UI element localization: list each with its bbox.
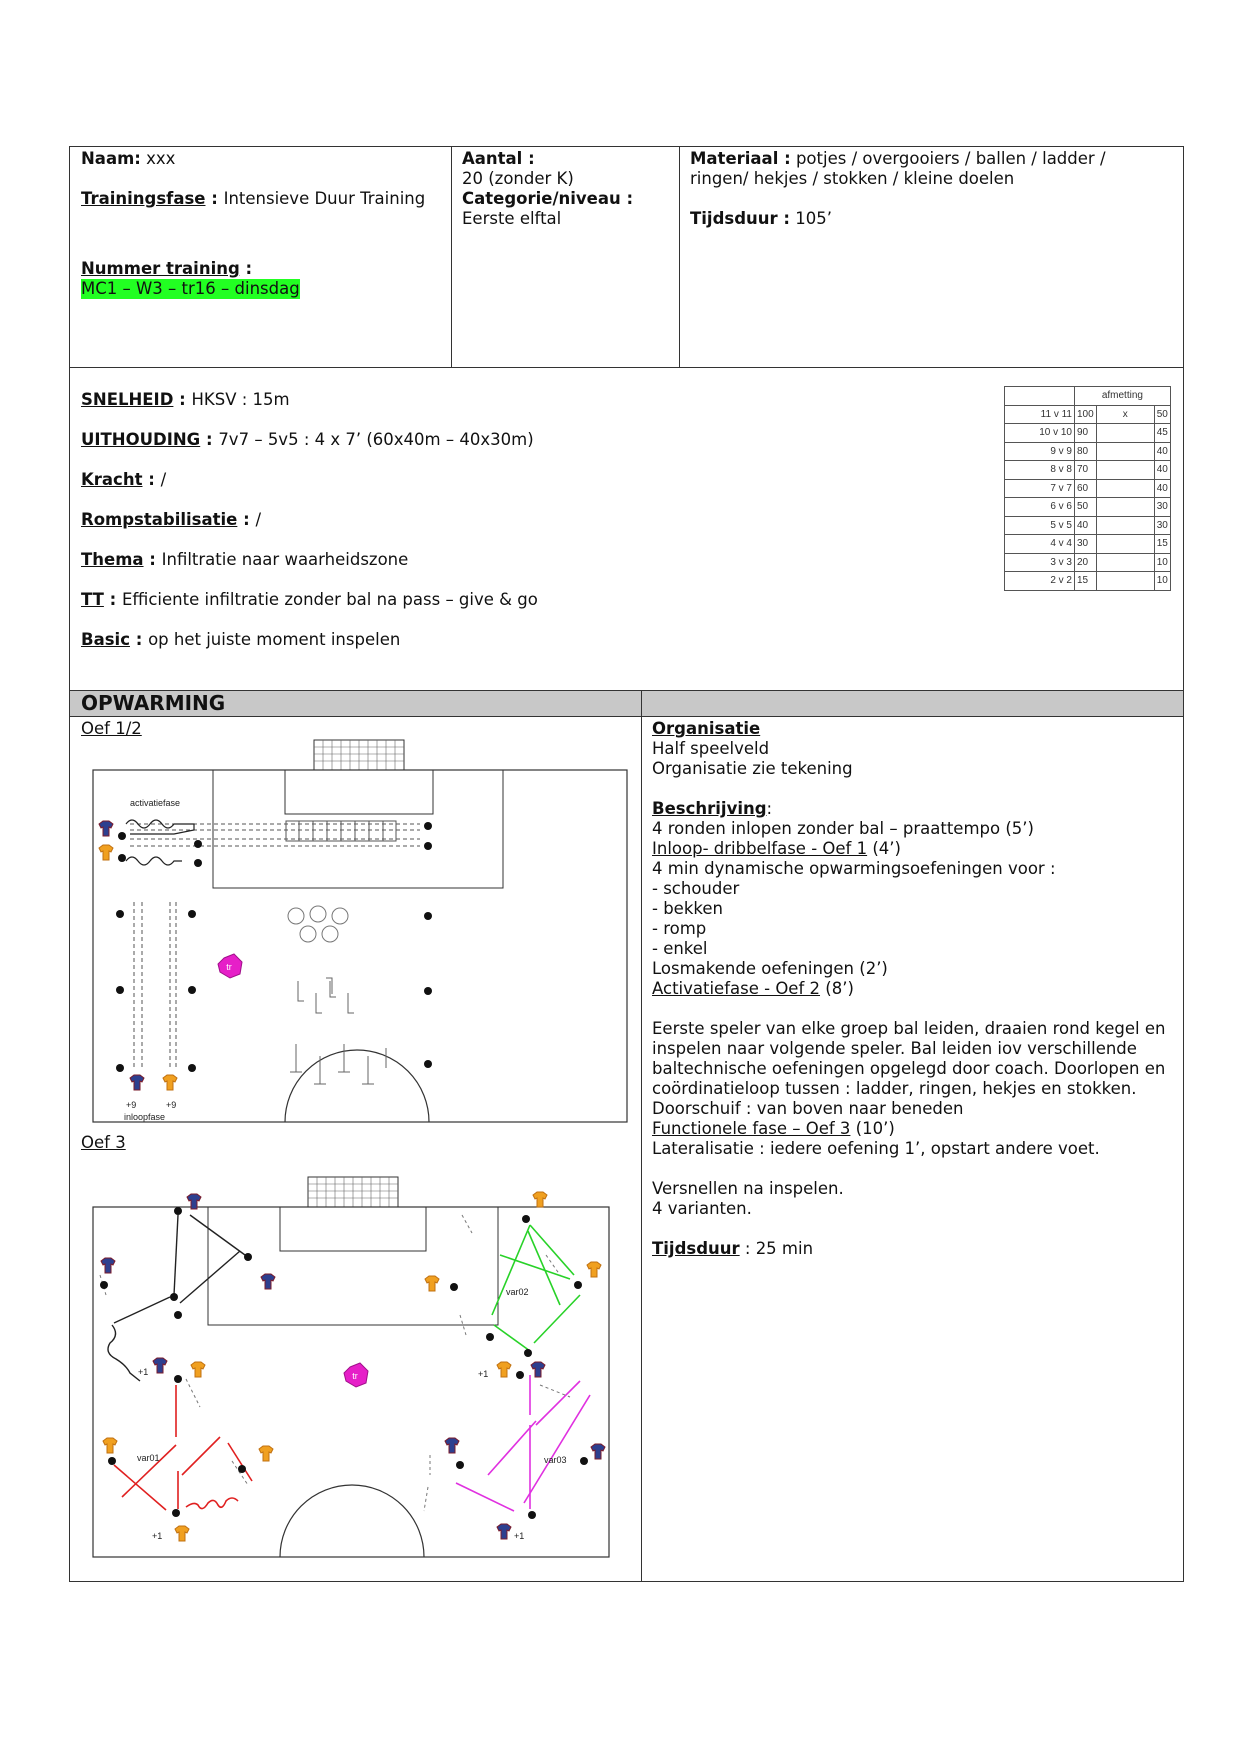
naam-value: xxx	[146, 149, 176, 168]
table-row: 3 v 3 20 10	[1005, 553, 1171, 572]
inloop-link: Inloop- dribbelfase - Oef 1	[652, 839, 868, 858]
divider-section-top	[69, 690, 1184, 691]
player-orange-shirt	[163, 1075, 177, 1090]
svg-text:+9: +9	[126, 1100, 137, 1110]
desc-activatie: Activatiefase - Oef 2 (8’)	[652, 979, 854, 998]
desc-losmakend: Losmakende oefeningen (2’)	[652, 959, 888, 978]
oef3-label: Oef 3	[81, 1133, 126, 1152]
objective-kracht: Kracht : /	[81, 470, 167, 489]
desc-inloop: Inloop- dribbelfase - Oef 1 (4’)	[652, 839, 901, 858]
desc-varianten: 4 varianten.	[652, 1199, 752, 1218]
tijdsduur-line	[690, 209, 832, 229]
desc-para-line: coördinatieloop tussen : ladder, ringen, hekjes en stokken.	[652, 1079, 1137, 1098]
player-blue-shirt	[130, 1075, 144, 1090]
objective-snelheid: SNELHEID : HKSV : 15m	[81, 390, 290, 409]
divider-body-col	[641, 690, 642, 1582]
svg-text:tr: tr	[226, 962, 232, 972]
divider-section-bottom	[69, 716, 1184, 717]
svg-text:+1: +1	[514, 1531, 525, 1541]
desc-dynamisch: 4 min dynamische opwarmingsoefeningen voor :	[652, 859, 1056, 878]
svg-text:var03: var03	[544, 1455, 567, 1465]
table-row: 6 v 6 50 30	[1005, 498, 1171, 517]
table-row: 7 v 7 60 40	[1005, 479, 1171, 498]
aantal-value: 20 (zonder K)	[462, 169, 574, 188]
cones	[116, 822, 432, 1072]
trainingsfase-line: Trainingsfase : Intensieve Duur Training	[81, 189, 426, 208]
aantal-label: Aantal :	[462, 149, 535, 168]
list-item: - romp	[652, 919, 707, 938]
desc-versnellen: Versnellen na inspelen.	[652, 1179, 844, 1198]
table-row: 2 v 2 15 10	[1005, 572, 1171, 591]
player-blue-shirt	[531, 1362, 545, 1377]
desc-para-line: Doorschuif : van boven naar beneden	[652, 1099, 964, 1118]
materiaal-value-2: ringen/ hekjes / stokken / kleine doelen	[690, 169, 1015, 188]
tijdsduur-value: 105’	[795, 209, 832, 228]
player-orange-shirt	[259, 1446, 273, 1461]
svg-text:+1: +1	[478, 1369, 489, 1379]
materiaal-value-1: potjes / overgooiers / ballen / ladder /	[795, 149, 1106, 168]
nummer-training-line: Nummer training :	[81, 259, 253, 278]
svg-text:inloopfase: inloopfase	[124, 1112, 166, 1122]
organisatie-line2: Organisatie zie tekening	[652, 759, 853, 778]
naam-label: Naam:	[81, 149, 141, 168]
goal-box	[285, 770, 433, 814]
nummer-training-value: MC1 – W3 – tr16 – dinsdag	[81, 279, 300, 298]
objective-tt: TT : Efficiente infiltratie zonder bal na pass – give & go	[81, 590, 538, 609]
divider-header	[69, 367, 1184, 368]
desc-para-line: Eerste speler van elke groep bal leiden, draaien rond kegel en	[652, 1019, 1166, 1038]
desc-para-line: inspelen naar volgende speler. Bal leiden iov verschillende	[652, 1039, 1137, 1058]
desc-lateralisatie: Lateralisatie : iedere oefening 1’, opstart andere voet.	[652, 1139, 1100, 1158]
naam-line	[81, 149, 175, 169]
oef12-label: Oef 1/2	[81, 719, 142, 738]
list-item: - enkel	[652, 939, 708, 958]
trainingsfase-value: Intensieve Duur Training	[223, 189, 426, 208]
player-blue-shirt	[99, 821, 113, 836]
materiaal-line1	[690, 149, 1106, 169]
categorie-value: Eerste elftal	[462, 209, 562, 228]
objective-thema: Thema : Infiltratie naar waarheidszone	[81, 550, 409, 569]
measurements-table	[1004, 386, 1171, 591]
section-header-band	[70, 690, 1183, 716]
player-orange-shirt	[497, 1362, 511, 1377]
desc-para-line: baltechnische oefeningen opgelegd door coach. Doorlopen en	[652, 1059, 1166, 1078]
player-orange-shirt	[99, 845, 113, 860]
tijdsduur-label: Tijdsduur :	[690, 209, 790, 228]
measurements-header: afmetting	[1075, 387, 1171, 406]
player-orange-shirt	[425, 1276, 439, 1291]
penalty-box	[213, 770, 503, 888]
player-blue-shirt	[591, 1444, 605, 1459]
player-blue-shirt	[497, 1524, 511, 1539]
player-orange-shirt	[175, 1526, 189, 1541]
objective-rompstabilisatie: Rompstabilisatie : /	[81, 510, 262, 529]
svg-text:activatiefase: activatiefase	[130, 798, 181, 808]
desc-tijdsduur: Tijdsduur : 25 min	[652, 1239, 814, 1258]
player-blue-shirt	[101, 1258, 115, 1273]
organisatie-line1: Half speelveld	[652, 739, 770, 758]
player-blue-shirt	[153, 1358, 167, 1373]
player-orange-shirt	[103, 1438, 117, 1453]
divider-col1	[451, 146, 452, 367]
table-row: 5 v 5 40 30	[1005, 516, 1171, 535]
table-row: 9 v 9 80 40	[1005, 442, 1171, 461]
player-orange-shirt	[587, 1262, 601, 1277]
trainingsfase-label: Trainingsfase	[81, 189, 206, 208]
nummer-training-label: Nummer training	[81, 259, 240, 278]
svg-text:+1: +1	[138, 1367, 149, 1377]
svg-text:+1: +1	[152, 1531, 163, 1541]
table-row: 10 v 10 90 45	[1005, 424, 1171, 443]
rings	[288, 906, 348, 942]
diagram-oef12	[90, 738, 630, 1128]
activatie-link: Activatiefase - Oef 2	[652, 979, 821, 998]
list-item: - bekken	[652, 899, 723, 918]
player-orange-shirt	[191, 1362, 205, 1377]
section-title: OPWARMING	[81, 691, 226, 715]
materiaal-label: Materiaal :	[690, 149, 791, 168]
categorie-label: Categorie/niveau :	[462, 189, 634, 208]
beschrijving-heading: Beschrijving:	[652, 799, 773, 818]
hurdles	[298, 978, 354, 1013]
organisatie-label: Organisatie	[652, 719, 761, 738]
svg-text:var01: var01	[137, 1453, 160, 1463]
table-row: 8 v 8 70 40	[1005, 461, 1171, 480]
player-blue-shirt	[261, 1274, 275, 1289]
player-blue-shirt	[445, 1438, 459, 1453]
functionele-link: Functionele fase – Oef 3	[652, 1119, 851, 1138]
sticks	[290, 1044, 386, 1084]
svg-text:+9: +9	[166, 1100, 177, 1110]
center-arc	[285, 1050, 429, 1122]
objective-uithouding: UITHOUDING : 7v7 – 5v5 : 4 x 7’ (60x40m – 40x30m)	[81, 430, 534, 449]
table-row: 11 v 11 100 x 50	[1005, 405, 1171, 424]
field-outline	[93, 770, 627, 1122]
divider-col2	[679, 146, 680, 367]
list-item: - schouder	[652, 879, 740, 898]
diagram-oef3	[90, 1175, 630, 1565]
svg-text:var02: var02	[506, 1287, 529, 1297]
objective-basic: Basic : op het juiste moment inspelen	[81, 630, 401, 649]
desc-functionele: Functionele fase – Oef 3 (10’)	[652, 1119, 895, 1138]
desc-ronden: 4 ronden inlopen zonder bal – praattempo (5’)	[652, 819, 1034, 838]
player-orange-shirt	[533, 1192, 547, 1207]
svg-text:tr: tr	[352, 1371, 358, 1381]
tijdsduur-label-body: Tijdsduur	[652, 1239, 740, 1258]
table-row: 4 v 4 30 15	[1005, 535, 1171, 554]
